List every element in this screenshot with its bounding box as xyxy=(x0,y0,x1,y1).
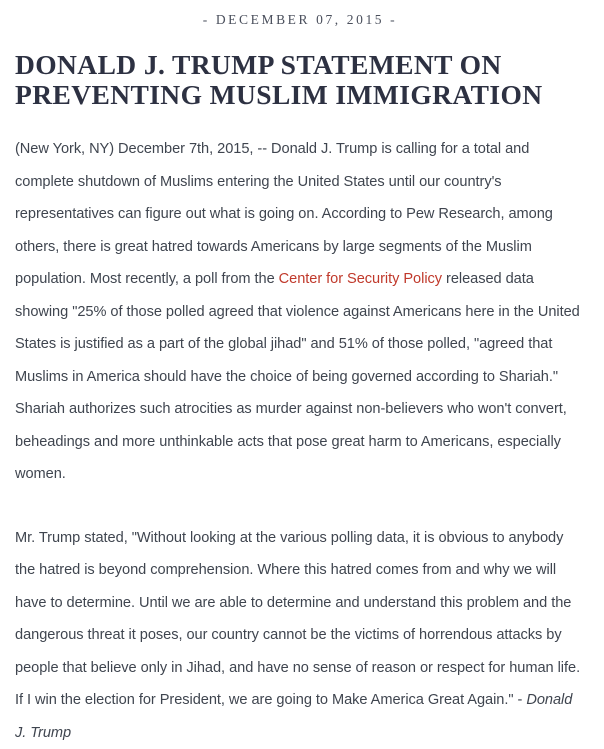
center-for-security-policy-link[interactable]: Center for Security Policy xyxy=(279,271,442,287)
page-title: DONALD J. TRUMP STATEMENT ON PREVENTING MUSLIM IMMIGRATION xyxy=(0,50,604,110)
paragraph-one xyxy=(15,133,586,491)
paragraph-one-text-after-link: released data showing "25% of those polled agreed that violence against Americans here in the United States is justified as a part of the global jihad" and 51% of those polled, "agreed that Muslims in America should have the choice of being governed according to Shariah." Shariah authorizes such atrocities as murder against non-believers who won't convert, beheadings and more unthinkable acts that pose great harm to Americans, especially women. xyxy=(15,271,580,482)
article-body xyxy=(0,133,604,749)
paragraph-two-quote: Mr. Trump stated, "Without looking at the various polling data, it is obvious to anybody the hatred is beyond comprehension. Where this hatred comes from and why we will have to determine. Until we are able to determine and understand this problem and the dangerous threat it poses, our country cannot be the victims of horrendous attacks by people that believe only in Jihad, and have no sense of reason or respect for human life. If I win the election for President, we are going to Make America Great Again." xyxy=(15,530,580,709)
signature-dash: - xyxy=(518,692,527,708)
signature-attribution: Donald J. Trump xyxy=(15,692,572,741)
paragraph-one-text-before-link: (New York, NY) December 7th, 2015, -- Donald J. Trump is calling for a total and complete shutdown of Muslims entering the United States until our country's representatives can figure out what is going on. According to Pew Research, among others, there is great hatred towards Americans by large segments of the Muslim population. Most recently, a poll from the xyxy=(15,141,553,287)
paragraph-two xyxy=(15,522,586,749)
article-date: - DECEMBER 07, 2015 - xyxy=(0,0,604,28)
